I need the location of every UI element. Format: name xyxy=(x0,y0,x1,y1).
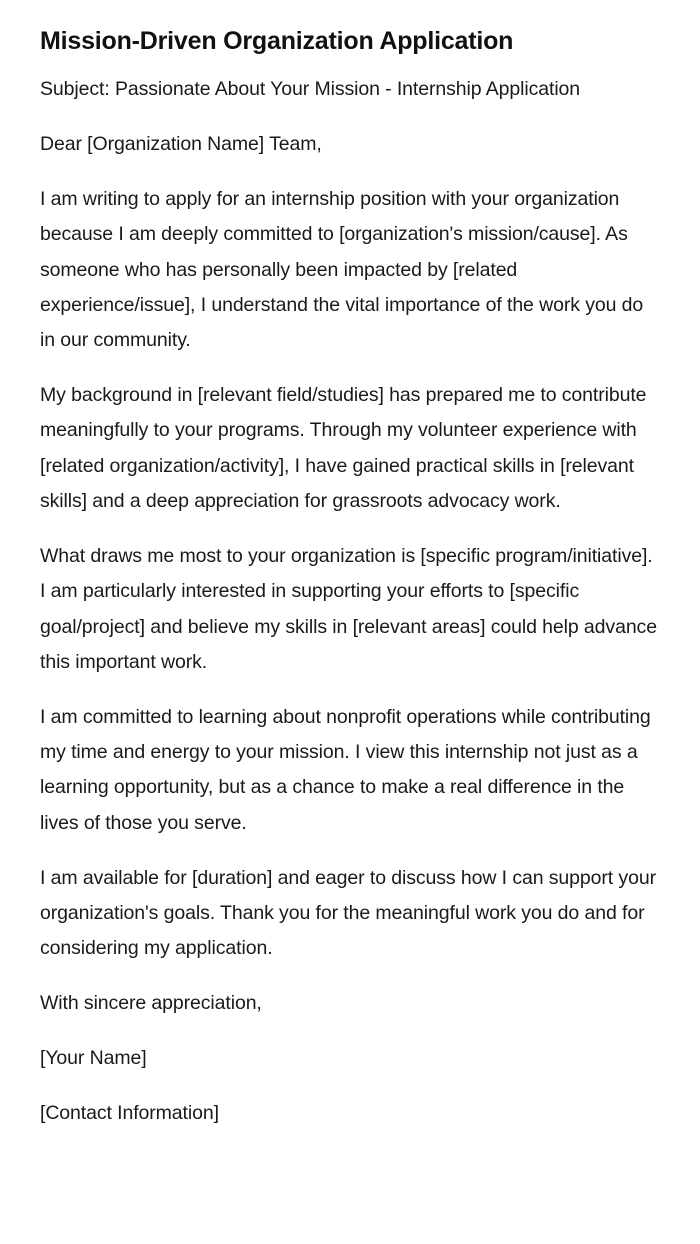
contact-information: [Contact Information] xyxy=(40,1102,219,1125)
salutation: Dear [Organization Name] Team, xyxy=(40,132,322,155)
body-paragraph-4: I am committed to learning about nonprofit operations while contributing my time and energy to your mission. I view this internship not just as a learning opportunity, but as a chance to make a real difference in the lives of those you serve. xyxy=(40,705,651,834)
subject-line: Subject: Passionate About Your Mission - Internship Application xyxy=(40,78,581,100)
signature-name: [Your Name] xyxy=(40,1047,147,1070)
body-paragraph-5: I am available for [duration] and eager to discuss how I can support your organization's goals. Thank you for the meaningful work you do and for considering my application. xyxy=(40,866,656,960)
body-paragraph-2: My background in [relevant field/studies] has prepared me to contribute meaningfully to your programs. Through my volunteer experience with [related organization/activity], I have gained practical skills in [relevant skills] and a deep appreciation for grassroots advocacy work. xyxy=(40,384,647,513)
document-title: Mission-Driven Organization Application xyxy=(40,27,514,55)
closing-line: With sincere appreciation, xyxy=(40,992,262,1015)
body-paragraph-3: What draws me most to your organization is [specific program/initiative]. I am particularly interested in supporting your efforts to [specific goal/project] and believe my skills in [relevant areas] could help advance this important work. xyxy=(40,545,657,673)
body-paragraph-1: I am writing to apply for an internship position with your organization because I am deeply committed to [organization's mission/cause]. As someone who has personally been impacted by [related experience/issue], I understand the vital importance of the work you do in our community. xyxy=(40,187,644,352)
